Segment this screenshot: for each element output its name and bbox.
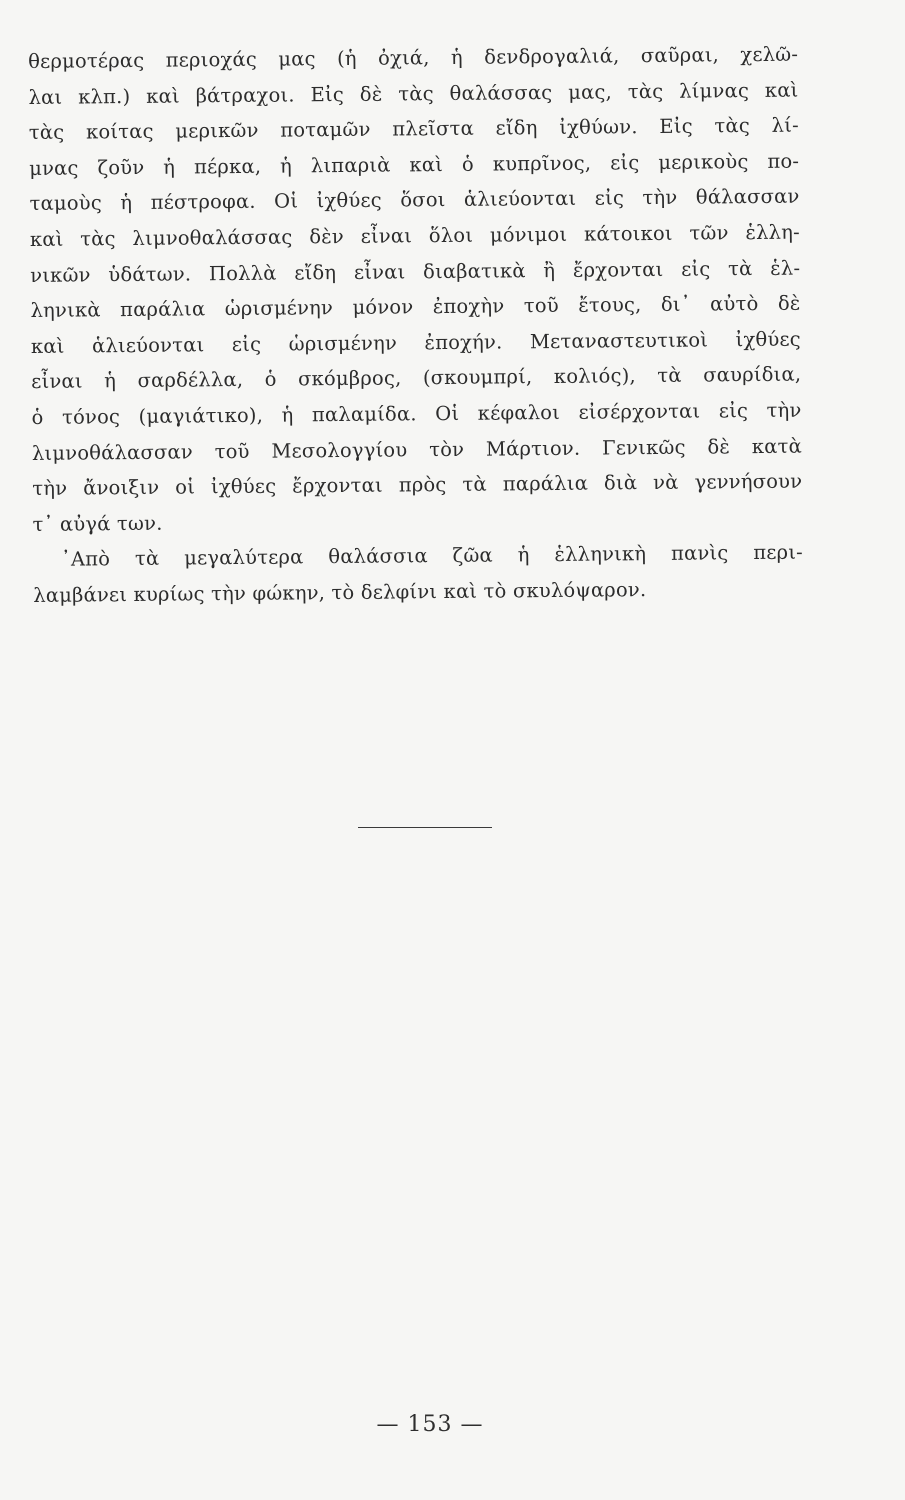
text-line: εἶναι ἡ σαρδέλλα, ὁ σκόμβρος, (σκουμπρί, κολιός), τὰ σαυρίδια, [31,362,802,394]
text-line: τὴν ἄνοιξιν οἱ ἰχθύες ἔρχονται πρὸς τὰ παράλια διὰ νὰ γεννήσουν [32,469,803,501]
body-text [28,37,803,614]
text-line: ὁ τόνος (μαγιάτικο), ἡ παλαμίδα. Οἱ κέφαλοι εἰσέρχονται εἰς τὴν [31,398,802,429]
section-divider [358,827,492,828]
text-line: νικῶν ὑδάτων. Πολλὰ εἴδη εἶναι διαβατικὰ ἢ ἔρχονται εἰς τὰ ἑλ- [30,256,801,287]
text-line: καὶ τὰς λιμνοθαλάσσας δὲν εἶναι ὅλοι μόνιμοι κάτοικοι τῶν ἑλλη- [29,220,800,251]
text-line: λιμνοθάλασσαν τοῦ Μεσολογγίου τὸν Μάρτιον. Γενικῶς δὲ κατὰ [31,434,803,465]
text-line: ᾽Απὸ τὰ μεγαλύτερα θαλάσσια ζῶα ἡ ἑλληνικὴ πανὶς περι- [60,540,804,572]
page-number: — 153 — [376,1412,484,1437]
text-line: καὶ ἁλιεύονται εἰς ὡρισμένην ἐποχήν. Μεταναστευτικοὶ ἰχθύες [30,327,801,358]
text-line: τ᾽ αὐγά των. [32,511,163,536]
text-line: λαι κλπ.) καὶ βάτραχοι. Εἰς δὲ τὰς θαλάσσας μας, τὰς λίμνας καὶ [28,78,799,109]
text-line: θερμοτέρας περιοχάς μας (ἡ ὀχιά, ἡ δενδρογαλιά, σαῦραι, χελῶ- [28,42,799,73]
text-line: τὰς κοίτας μερικῶν ποταμῶν πλεῖστα εἴδη ἰχθύων. Εἰς τὰς λί- [28,113,799,145]
text-line: ληνικὰ παράλια ὡρισμένην μόνον ἐποχὴν τοῦ ἔτους, δι᾽ αὐτὸ δὲ [30,291,801,323]
text-line: λαμβάνει κυρίως τὴν φώκην, τὸ δελφίνι καὶ τὸ σκυλόψαρον. [33,577,647,607]
text-line: ταμοὺς ἡ πέστροφα. Οἱ ἰχθύες ὅσοι ἁλιεύονται εἰς τὴν θάλασσαν [29,184,800,216]
text-line: μνας ζοῦν ἡ πέρκα, ἡ λιπαριὰ καὶ ὁ κυπρῖνος, εἰς μερικοὺς πο- [29,149,800,180]
